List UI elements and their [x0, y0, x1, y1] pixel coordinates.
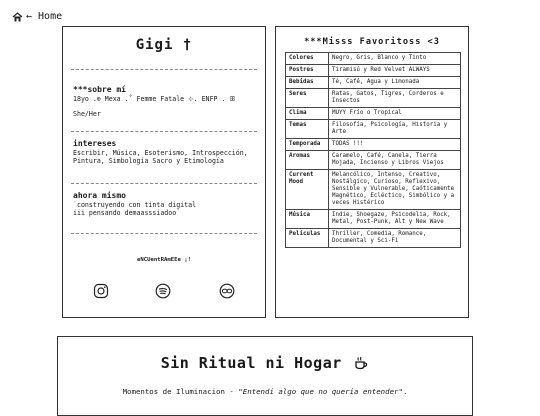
now-heading: ahora mismo [73, 191, 126, 200]
spotify-icon[interactable] [155, 283, 171, 303]
blog-title [58, 354, 472, 372]
favorites-value: TODAS !!! [329, 139, 461, 151]
divider [71, 183, 257, 184]
instagram-icon[interactable] [93, 283, 109, 303]
blog-subtitle [58, 387, 472, 396]
favorites-row [286, 151, 461, 170]
favorites-title: ***Misss Favoritoss <3 [304, 37, 440, 47]
favorites-key: Música [286, 210, 329, 229]
favorites-key: Clima [286, 108, 329, 120]
divider [71, 233, 257, 234]
favorites-value: Thriller, Comedia, Romance, Documental y Sci-Fi [329, 229, 461, 248]
about-line-1: 18yo .⊕ Mexa .˚ Femme Fatale ⊹. ENFP . ꕥ [73, 95, 236, 103]
favorites-value: Ratas, Gatos, Tigres, Corderos e Insectos [329, 89, 461, 108]
interests-section [73, 139, 259, 166]
now-line-2: iii pensando demaasssiadoo˙ [73, 209, 181, 218]
blog-subtitle-quote: "Entendí algo que no quería entender" [238, 387, 403, 396]
favorites-row [286, 139, 461, 151]
favorites-row [286, 65, 461, 77]
blog-subtitle-suffix: . [402, 387, 408, 396]
favorites-card [275, 26, 469, 318]
favorites-row [286, 120, 461, 139]
favorites-key: Aromas [286, 151, 329, 170]
house-icon [12, 12, 23, 22]
favorites-table [285, 52, 461, 248]
favorites-key: Bebidas [286, 77, 329, 89]
interests-heading: intereses [73, 139, 117, 148]
favorites-key: Seres [286, 89, 329, 108]
social-links [63, 283, 265, 299]
divider [71, 131, 257, 132]
about-section [73, 85, 259, 119]
favorites-key: Temporada [286, 139, 329, 151]
about-line-2: She/Her [73, 110, 101, 119]
coffee-cup-icon [351, 354, 369, 372]
favorites-value: Melancólico, Intenso, Creativo, Nostálgico, Curioso, Reflexivo, Sensible y Vulnerable, Caóticamente Magnético, Ecléctico, Simbólico y a veces Histérico [329, 170, 461, 210]
link-icon[interactable] [219, 283, 235, 303]
blog-title-text: Sin Ritual ni Hogar [160, 354, 342, 372]
favorites-value: MUYY Frío o Tropical [329, 108, 461, 120]
favorites-value: Indie, Shoegaze, Psicodelia, Rock, Metal, Post-Punk, Alt y New Wave [329, 210, 461, 229]
favorites-value: Caramelo, Café, Canela, Tierra Mojada, Incienso y Libros Viejos [329, 151, 461, 170]
profile-name: Gigi † [135, 37, 193, 53]
favorites-key: Postres [286, 65, 329, 77]
favorites-key: Películas [286, 229, 329, 248]
favorites-key: Temas [286, 120, 329, 139]
favorites-value: Negro, Gris, Blanco y Tinto [329, 53, 461, 65]
now-section [73, 191, 259, 218]
blog-subtitle-prefix: Momentos de Iluminacion - [122, 387, 239, 396]
about-heading: ***sobre mí [73, 85, 126, 94]
favorites-value: Tiramisú y Red Velvet ALWAYS [329, 65, 461, 77]
favorites-key: Colores [286, 53, 329, 65]
favorites-key: Current Mood [286, 170, 329, 210]
favorites-row [286, 229, 461, 248]
divider [71, 69, 257, 70]
favorites-row [286, 77, 461, 89]
favorites-row [286, 53, 461, 65]
interests-text: Escribir, Música, Esoterismo, Introspección, Pintura, Simbología Sacro y Etimología [73, 149, 248, 166]
favorites-row [286, 170, 461, 210]
favorites-row [286, 89, 461, 108]
profile-card [62, 26, 266, 318]
favorites-row [286, 210, 461, 229]
blog-card [57, 336, 473, 416]
home-link[interactable] [12, 11, 62, 22]
find-me-label: eNCUentRAmEEe ¡! [137, 257, 191, 263]
favorites-value: Té, Café, Agua y Limonada [329, 77, 461, 89]
now-line-1: ˙construyendo con tinta digital [73, 201, 197, 209]
home-link-label: ← Home [26, 11, 63, 22]
favorites-value: Filosofía, Psicología, Historia y Arte [329, 120, 461, 139]
favorites-row [286, 108, 461, 120]
